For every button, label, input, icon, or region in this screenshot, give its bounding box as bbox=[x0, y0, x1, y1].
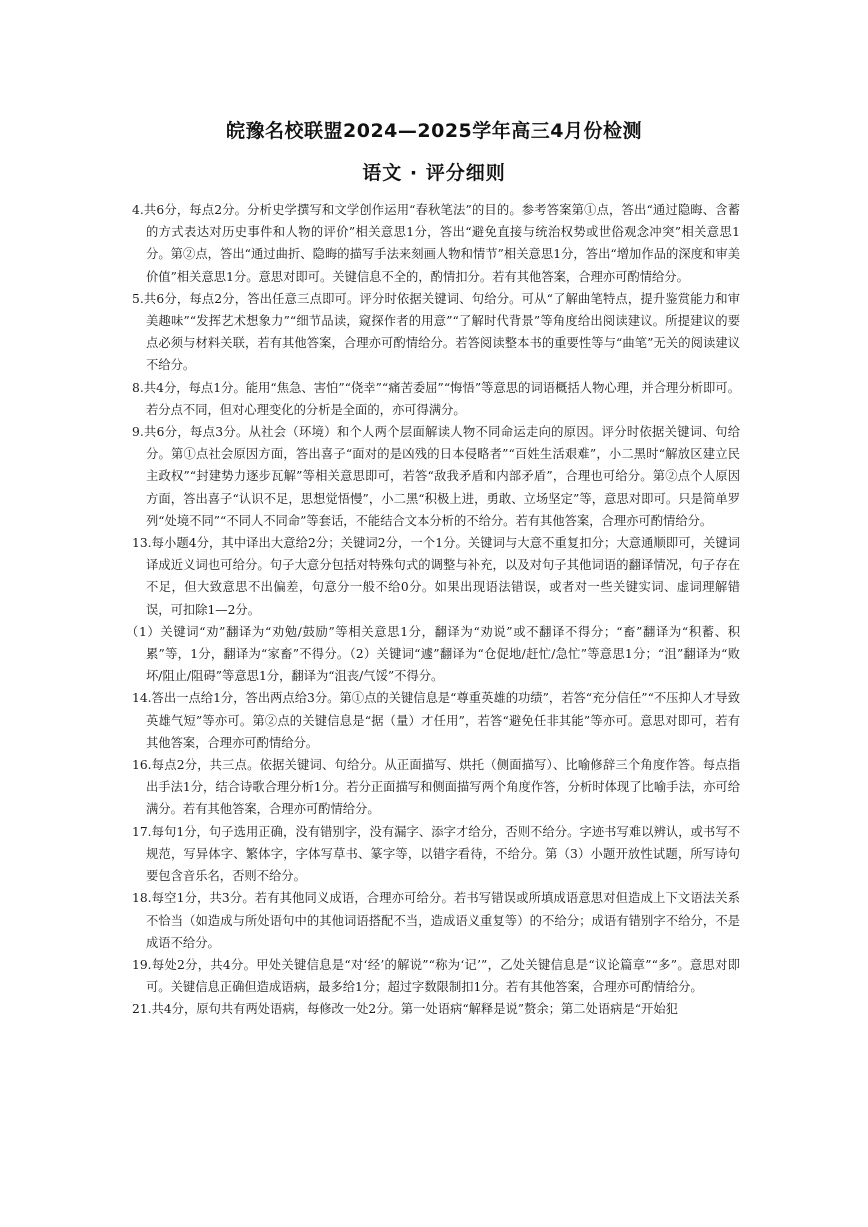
rule-item-18: 18.每空1分，共3分。若有其他同义成语，合理亦可给分。若书写错误或所填成语意思对但造成上下文语法关系不恰当（如造成与所处语句中的其他词语搭配不当，造成语义重复等）的不给分；成语有错别字不给分，不是成语不给分。 bbox=[132, 891, 740, 950]
rule-item-16: 16.每点2分，共三点。依据关键词、句给分。从正面描写、烘托（侧面描写）、比喻修辞三个角度作答。每点指出手法1分，结合诗歌合理分析1分。若分正面描写和侧面描写两个角度作答，分析时体现了比喻手法，亦可给满分。若有其他答案，合理亦可酌情给分。 bbox=[132, 758, 740, 817]
rule-item-8: 8.共4分，每点1分。能用“焦急、害怕”“侥幸”“痛苦委屈”“悔悟”等意思的词语概括人物心理，并合理分析即可。若分点不同，但对心理变化的分析是全面的，亦可得满分。 bbox=[132, 380, 740, 417]
rule-item-13: 13.每小题4分，其中译出大意给2分；关键词2分，一个1分。关键词与大意不重复扣分；大意通顺即可，关键词译成近义词也可给分。句子大意分包括对特殊句式的调整与补充，以及对句子其他词语的翻译情况，句子存在不足，但大致意思不出偏差，句意分一般不给0分。如果出现语法错误，或者对一些关键实词、虚词理解错误，可扣除1—2分。 bbox=[132, 536, 740, 617]
rule-item-21: 21.共4分，原句共有两处语病，每修改一处2分。第一处语病“解释是说”赘余；第二处语病是“开始犯 bbox=[132, 1002, 678, 1017]
document-subtitle: 语文 · 评分细则 bbox=[362, 162, 506, 184]
rule-item-17: 17.每句1分，句子选用正确，没有错别字，没有漏字、添字才给分，否则不给分。字迹书写难以辨认，或书写不规范，写异体字、繁体字，字体写草书、篆字等，以错字看待，不给分。第（3）小题开放性试题，所写诗句要包含音乐名，否则不给分。 bbox=[132, 824, 740, 884]
rule-item-14: 14.答出一点给1分，答出两点给3分。第①点的关键信息是“尊重英雄的功绩”，若答“充分信任”“不压抑人才导致英雄气短”等亦可。第②点的关键信息是“据（量）才任用”，若答“避免任非其能”等亦可。意思对即可，若有其他答案，合理亦可酌情给分。 bbox=[132, 691, 740, 750]
rule-item-13-detail: （1）关键词“劝”翻译为“劝勉/鼓励”等相关意思1分，翻译为“劝说”或不翻译不得分；“畜”翻译为“积蓄、积累”等，1分，翻译为“家畜”不得分。（2）关键词“遽”翻译为“仓促地/赶忙/急忙”等意思1分；“沮”翻译为“败坏/阻止/阻碍”等意思1分，翻译为“沮丧/气馁”不得分。 bbox=[126, 624, 740, 684]
rule-item-9: 9.共6分，每点3分。从社会（环境）和个人两个层面解读人物不同命运走向的原因。评分时依据关键词、句给分。第①点社会原因方面，答出喜子“面对的是凶残的日本侵略者”“百姓生活艰难”，小二黑时“解放区建立民主政权”“封建势力逐步瓦解”等相关意思即可，若答“敌我矛盾和内部矛盾”，合理也可给分。第②点个人原因方面，答出喜子“认识不足，思想觉悟慢”，小二黑“积极上进，勇敢、立场坚定”等，意思对即可。只是简单罗列“处境不同”“不同人不同命”等套话，不能结合文本分析的不给分。若有其他答案，合理亦可酌情给分。 bbox=[132, 425, 740, 528]
rule-item-5: 5.共6分，每点2分，答出任意三点即可。评分时依据关键词、句给分。可从“了解曲笔特点，提升鉴赏能力和审美趣味”“发挥艺术想象力”“细节品读，窥探作者的用意”“了解时代背景”等角度给出阅读建议。所提建议的要点必须与材料关联，若有其他答案，合理亦可酌情给分。若答阅读整本书的重要性等与“曲笔”无关的阅读建议不给分。 bbox=[132, 291, 740, 373]
rule-item-4: 4.共6分，每点2分。分析史学撰写和文学创作运用“春秋笔法”的目的。参考答案第①点，答出“通过隐晦、含蓄的方式表达对历史事件和人物的评价”相关意思1分，答出“避免直接与统治权势或世俗观念冲突”相关意思1分。第②点，答出“通过曲折、隐晦的描写手法来刻画人物和情节”相关意思1分，答出“增加作品的深度和审美价值”相关意思1分。意思对即可。关键信息不全的，酌情扣分。若有其他答案，合理亦可酌情给分。 bbox=[132, 203, 740, 284]
scoring-rules-list bbox=[126, 199, 740, 1021]
rule-item-19: 19.每处2分，共4分。甲处关键信息是“对‘经’的解说”“称为‘记’”，乙处关键信息是“议论篇章”“多”。意思对即可。关键信息正确但造成语病，最多给1分；超过字数限制扣1分。若有其他答案，合理亦可酌情给分。 bbox=[132, 957, 740, 995]
document-title: 皖豫名校联盟2024—2025学年高三4月份检测 bbox=[226, 120, 642, 142]
